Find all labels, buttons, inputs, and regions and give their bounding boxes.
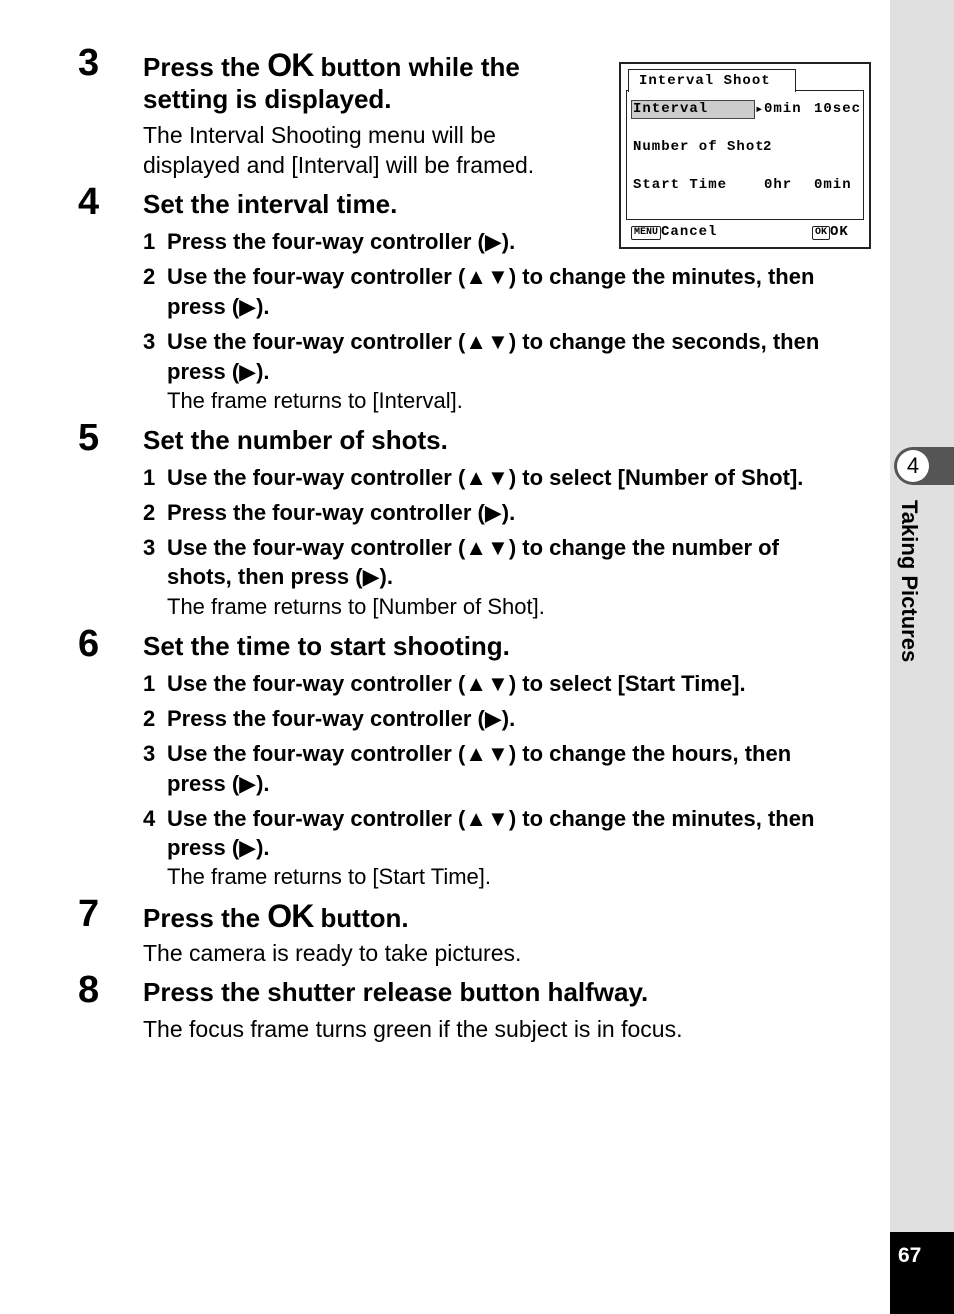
camera-menu-screen bbox=[619, 62, 871, 249]
step-5-sub-1-number: 1 bbox=[143, 465, 156, 490]
menu-row-number-label: Number of Shot bbox=[633, 139, 765, 155]
interval-minutes: 0min bbox=[764, 101, 802, 117]
step-4-sub-3-text-line1: Use the four-way controller (▲▼) to change the seconds, then bbox=[167, 329, 820, 354]
page-number-box bbox=[890, 1232, 954, 1314]
step-6-sub-2-text: Press the four-way controller (▶). bbox=[167, 706, 516, 731]
menu-tab bbox=[628, 69, 796, 92]
ok-button-icon: OK bbox=[812, 226, 830, 240]
chapter-title: Taking Pictures bbox=[897, 500, 922, 663]
step-number-5: 5 bbox=[78, 417, 100, 459]
step-4-note: The frame returns to [Interval]. bbox=[167, 388, 463, 413]
ok-glyph: OK bbox=[267, 898, 314, 934]
step-3-body-line1: The Interval Shooting menu will be bbox=[143, 122, 496, 148]
step-7-heading-pre: Press the bbox=[143, 903, 268, 933]
step-8-body: The focus frame turns green if the subject is in focus. bbox=[143, 1016, 683, 1042]
step-5-sub-3-text-line2: shots, then press (▶). bbox=[167, 564, 393, 589]
step-4-sub-2-text-line2: press (▶). bbox=[167, 294, 270, 319]
step-3-heading bbox=[143, 49, 520, 84]
step-6-sub-3-text-line1: Use the four-way controller (▲▼) to change the hours, then bbox=[167, 741, 792, 766]
step-5-sub-3-text-line1: Use the four-way controller (▲▼) to change the number of bbox=[167, 535, 779, 560]
step-7-heading bbox=[143, 900, 409, 935]
step-6-sub-1-number: 1 bbox=[143, 671, 156, 696]
step-number-6: 6 bbox=[78, 623, 100, 665]
step-6-sub-4-number: 4 bbox=[143, 806, 156, 831]
page-number: 67 bbox=[898, 1244, 922, 1267]
step-6-sub-3-text-line2: press (▶). bbox=[167, 771, 270, 796]
step-3-body-line2: displayed and [Interval] will be framed. bbox=[143, 152, 535, 178]
step-5-sub-1-text: Use the four-way controller (▲▼) to select [Number of Shot]. bbox=[167, 465, 804, 490]
step-number-3: 3 bbox=[78, 42, 100, 84]
step-4-sub-3-number: 3 bbox=[143, 329, 156, 354]
step-4-sub-2-number: 2 bbox=[143, 264, 156, 289]
step-7-body: The camera is ready to take pictures. bbox=[143, 940, 522, 966]
start-minutes: 0min bbox=[814, 177, 852, 193]
right-arrow-icon: ▸ bbox=[755, 102, 765, 118]
step-6-note: The frame returns to [Start Time]. bbox=[167, 864, 491, 889]
step-4-sub-1-text: Press the four-way controller (▶). bbox=[167, 229, 516, 254]
step-3-heading-line2: setting is displayed. bbox=[143, 84, 392, 114]
step-6-sub-4-text-line2: press (▶). bbox=[167, 835, 270, 860]
step-5-sub-2-number: 2 bbox=[143, 500, 156, 525]
step-6-sub-2-number: 2 bbox=[143, 706, 156, 731]
menu-row-interval-label: Interval bbox=[633, 101, 709, 117]
menu-tab-title: Interval Shoot bbox=[639, 73, 771, 89]
step-7-heading-post: button. bbox=[313, 903, 409, 933]
step-5-sub-2-text: Press the four-way controller (▶). bbox=[167, 500, 516, 525]
step-6-sub-3-number: 3 bbox=[143, 741, 156, 766]
ok-glyph: OK bbox=[267, 47, 314, 83]
step-6-sub-1-text: Use the four-way controller (▲▼) to select [Start Time]. bbox=[167, 671, 746, 696]
step-3-heading-pre: Press the bbox=[143, 52, 268, 82]
interval-seconds: 10sec bbox=[814, 101, 862, 117]
step-5-note: The frame returns to [Number of Shot]. bbox=[167, 594, 545, 619]
step-4-heading: Set the interval time. bbox=[143, 189, 398, 219]
step-5-sub-3-number: 3 bbox=[143, 535, 156, 560]
start-hours: 0hr bbox=[764, 177, 793, 193]
step-6-sub-4-text-line1: Use the four-way controller (▲▼) to change the minutes, then bbox=[167, 806, 815, 831]
menu-row-start-label: Start Time bbox=[633, 177, 728, 193]
step-4-sub-2-text-line1: Use the four-way controller (▲▼) to change the minutes, then bbox=[167, 264, 815, 289]
step-number-7: 7 bbox=[78, 893, 100, 935]
cancel-control bbox=[631, 224, 717, 240]
step-number-4: 4 bbox=[78, 181, 100, 223]
step-6-heading: Set the time to start shooting. bbox=[143, 631, 510, 661]
chapter-marker bbox=[894, 447, 954, 485]
ok-label: OK bbox=[830, 224, 849, 240]
number-of-shot-value: 2 bbox=[763, 139, 773, 155]
ok-control bbox=[812, 224, 849, 240]
menu-button-icon: MENU bbox=[631, 226, 661, 240]
chapter-number: 4 bbox=[897, 450, 929, 482]
step-4-sub-1-number: 1 bbox=[143, 229, 156, 254]
step-4-sub-3-text-line2: press (▶). bbox=[167, 359, 270, 384]
step-3-heading-post: button while the bbox=[313, 52, 520, 82]
cancel-label: Cancel bbox=[661, 224, 718, 240]
step-number-8: 8 bbox=[78, 969, 100, 1011]
step-5-heading: Set the number of shots. bbox=[143, 425, 448, 455]
step-8-heading: Press the shutter release button halfway. bbox=[143, 977, 649, 1007]
